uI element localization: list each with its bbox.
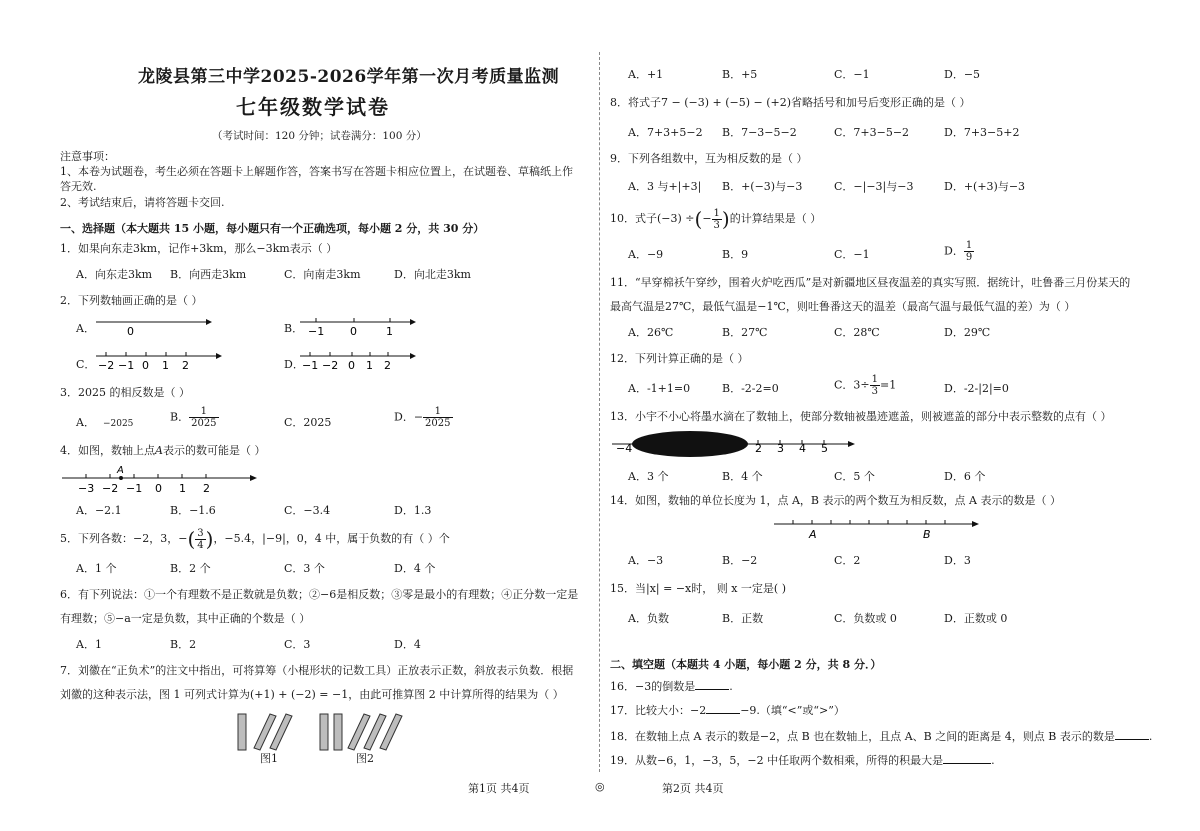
q2-option-a: A． [76, 322, 95, 335]
q13-axis-label: 2 [755, 442, 762, 455]
q14-option-a: A．−3 [628, 554, 664, 567]
question-5: 5．下列各数：−2，3，−( $\frac{3}{4}$ )，−5.4，|−9|，0，4 中，属于负数的有（ ）个 [60, 527, 450, 551]
q2-c-label: −2 [98, 359, 115, 372]
exam-info: （考试时间：120 分钟；试卷满分：100 分） [212, 130, 427, 142]
q3-option-c: C．2025 [284, 416, 332, 429]
q11-option-d: D．29℃ [944, 326, 991, 339]
q3-option-b: B． $\frac{1}{2025}$ [170, 406, 217, 429]
q6-option-d: D．4 [394, 638, 421, 651]
q2-d-label: 0 [348, 359, 355, 372]
q5-option-b: B．2 个 [170, 562, 211, 575]
question-11-cont: 最高气温是27℃，最低气温是−1℃，则吐鲁番这天的温差（最高气温与最低气温的差）为（ ） [610, 300, 1076, 313]
q4-option-d: D．1.3 [394, 504, 432, 517]
q4-number-line [60, 464, 260, 496]
q4-option-b: B．−1.6 [170, 504, 216, 517]
q1-option-b: B．向西走3km [170, 268, 247, 281]
q5-option-d: D．4 个 [394, 562, 436, 575]
q2-c-label: −1 [118, 359, 135, 372]
q7-figure-1-caption: 图1 [260, 752, 278, 765]
q8-option-c: C．7+3−5−2 [834, 126, 910, 139]
question-2: 2．下列数轴画正确的是（ ） [60, 294, 203, 307]
question-15: 15．当|x| = −x时， 则 x 一定是( ) [610, 582, 787, 595]
q13-axis-label: 3 [777, 442, 784, 455]
q7-figure-2-caption: 图2 [356, 752, 374, 765]
q15-option-c: C．负数或 0 [834, 612, 897, 625]
q7-option-c: C．−1 [834, 68, 870, 81]
q6-option-b: B．2 [170, 638, 197, 651]
q10-option-c: C．−1 [834, 248, 870, 261]
q15-option-d: D．正数或 0 [944, 612, 1008, 625]
page-number-right: 第2页 共4页 [662, 782, 724, 795]
question-19: 19．从数−6，1，−3，5，−2 中任取两个数相乘，所得的积最大是 . [610, 754, 995, 767]
q14-option-c: C．2 [834, 554, 861, 567]
q15-option-a: A．负数 [628, 612, 669, 625]
q2-a-label: 0 [127, 325, 134, 338]
answer-blank [943, 763, 991, 764]
q7-counting-rods-figure [230, 708, 420, 766]
exam-title: 龙陵县第三中学2025-2026学年第一次月考质量监测 [138, 67, 560, 87]
q7-option-b: B．+5 [722, 68, 758, 81]
q6-option-c: C．3 [284, 638, 311, 651]
answer-blank [706, 713, 740, 714]
q9-option-b: B．+(−3)与−3 [722, 180, 803, 193]
q13-option-a: A．3 个 [628, 470, 669, 483]
q5-option-a: A．1 个 [76, 562, 117, 575]
q4-axis-label: 2 [203, 482, 210, 495]
q4-point-a [119, 476, 123, 480]
q4-axis-label: −1 [126, 482, 143, 495]
q2-b-label: 0 [350, 325, 357, 338]
left-page [40, 0, 588, 831]
q13-axis-label: −4 [616, 442, 633, 455]
notice-heading: 注意事项： [60, 150, 115, 163]
q13-number-line [610, 428, 860, 462]
q14-point-b-label: B [923, 528, 931, 541]
q14-point-a-label: A [809, 528, 817, 541]
right-page [610, 0, 1160, 831]
q2-c-label: 0 [142, 359, 149, 372]
q2-axis-a [94, 314, 214, 338]
q13-axis-label: 4 [799, 442, 806, 455]
q2-d-label: 2 [384, 359, 391, 372]
question-4: 4．如图，数轴上点A表示的数可能是（ ） [60, 444, 266, 457]
q14-option-d: D．3 [944, 554, 971, 567]
question-18: 18．在数轴上点 A 表示的数是−2，点 B 也在数轴上，且点 A、B 之间的距离是 4，则点 B 表示的数是 . [610, 730, 1153, 743]
question-10: 10．式子(−3) ÷(− $\frac{1}{3}$ )的计算结果是（ ） [610, 207, 822, 231]
q12-option-c: C．3÷ $\frac{1}{3}$ =1 [834, 374, 897, 397]
section-1-heading: 一、选择题（本大题共 15 小题，每小题只有一个正确选项，每小题 2 分，共 30 分） [60, 222, 485, 235]
q11-option-c: C．28℃ [834, 326, 880, 339]
q2-option-c: C． [76, 358, 96, 371]
q4-option-a: A．−2.1 [76, 504, 122, 517]
q2-option-b: B． [284, 322, 304, 335]
q8-option-d: D．7+3−5+2 [944, 126, 1020, 139]
page-number-left: 第1页 共4页 [468, 782, 530, 795]
q4-axis-label: 0 [155, 482, 162, 495]
q4-axis-label: −3 [78, 482, 95, 495]
question-13: 13．小宇不小心将墨水滴在了数轴上，使部分数轴被墨迹遮盖，则被遮盖的部分中表示整数的点有（ ） [610, 410, 1112, 423]
q13-option-b: B．4 个 [722, 470, 763, 483]
question-8: 8．将式子7 − (−3) + (−5) − (+2)省略括号和加号后变形正确的是（ ） [610, 96, 971, 109]
q15-option-b: B．正数 [722, 612, 764, 625]
q10-option-b: B．9 [722, 248, 749, 261]
question-6-cont: 有理数；⑤−a一定是负数，其中正确的个数是（ ） [60, 612, 311, 625]
q2-axis-d [298, 348, 418, 372]
notice-item-1-cont: 答无效. [60, 180, 97, 193]
notice-item-2: 2、考试结束后，请将答题卡交回. [60, 196, 225, 209]
q4-option-c: C．−3.4 [284, 504, 331, 517]
rod-upright [238, 714, 246, 750]
q2-c-label: 2 [182, 359, 189, 372]
q2-axis-b [298, 314, 418, 338]
section-2-heading: 二、填空题（本题共 4 小题，每小题 2 分，共 8 分．） [610, 658, 882, 671]
q9-option-c: C．−|−3|与−3 [834, 180, 914, 193]
page-divider [599, 52, 600, 772]
q8-option-b: B．7−3−5−2 [722, 126, 797, 139]
q14-option-b: B．−2 [722, 554, 758, 567]
q2-d-label: 1 [366, 359, 373, 372]
q2-axis-c [94, 348, 224, 372]
q4-axis-label: 1 [179, 482, 186, 495]
q12-option-d: D．-2-|2|=0 [944, 382, 1009, 395]
q7-option-a: A．+1 [628, 68, 664, 81]
exam-subtitle: 七年级数学试卷 [236, 95, 390, 119]
answer-blank [695, 689, 729, 690]
q6-option-a: A．1 [76, 638, 102, 651]
q12-option-a: A．-1+1=0 [628, 382, 691, 395]
q13-option-c: C．5 个 [834, 470, 875, 483]
question-14: 14．如图，数轴的单位长度为 1，点 A，B 表示的两个数互为相反数，点 A 表示的数是（ ） [610, 494, 1061, 507]
q13-option-d: D．6 个 [944, 470, 986, 483]
q2-b-label: −1 [308, 325, 325, 338]
q10-option-d: D． $\frac{1}{9}$ [944, 240, 973, 263]
question-6: 6．有下列说法：①一个有理数不是正数就是负数；②−6是相反数；③零是最小的有理数；④正分数一定是 [60, 588, 579, 601]
q5-option-c: C．3 个 [284, 562, 325, 575]
q12-option-b: B．-2-2=0 [722, 382, 779, 395]
q2-d-label: −1 [302, 359, 319, 372]
question-7: 7．刘徽在“正负术”的注文中指出，可将算筹（小棍形状的记数工具）正放表示正数，斜放表示负数．根据 [60, 664, 574, 677]
q2-c-label: 1 [162, 359, 169, 372]
question-11: 11．“早穿棉袄午穿纱，围着火炉吃西瓜”是对新疆地区昼夜温差的真实写照．据统计，吐鲁番三月份某天的 [610, 276, 1131, 289]
q8-option-a: A．7+3+5−2 [628, 126, 703, 139]
answer-blank [1115, 739, 1149, 740]
question-3: 3．2025 的相反数是（ ） [60, 386, 190, 399]
ink-blot [632, 431, 748, 457]
q4-point-label: A [117, 465, 124, 476]
question-16: 16．−3的倒数是 . [610, 680, 733, 693]
q1-option-d: D．向北走3km [394, 268, 471, 281]
q1-option-c: C．向南走3km [284, 268, 361, 281]
q2-option-d: D． [284, 358, 304, 371]
question-7-cont: 刘徽的这种表示法，图 1 可列式计算为(+1) + (−2) = −1，由此可推算图 2 中计算所得的结果为（ ） [60, 688, 564, 701]
page-center-mark: ◎ [595, 780, 605, 793]
notice-item-1: 1、本卷为试题卷，考生必须在答题卡上解题作答，答案书写在答题卡相应位置上，在试题卷、草稿纸上作 [60, 165, 573, 178]
q1-option-a: A．向东走3km [76, 268, 153, 281]
q2-b-label: 1 [386, 325, 393, 338]
question-1: 1．如果向东走3km，记作+3km，那么−3km表示（ ） [60, 242, 338, 255]
q11-option-a: A．26℃ [628, 326, 674, 339]
rod-upright [320, 714, 328, 750]
q11-option-b: B．27℃ [722, 326, 768, 339]
q13-axis-label: 5 [821, 442, 828, 455]
q2-d-label: −2 [322, 359, 339, 372]
question-9: 9．下列各组数中，互为相反数的是（ ） [610, 152, 808, 165]
rod-upright [334, 714, 342, 750]
q14-number-line [772, 514, 982, 544]
q3-option-d: D．− $\frac{1}{2025}$ [394, 406, 451, 429]
q3-option-a: A． −2025 [76, 416, 134, 429]
question-12: 12．下列计算正确的是（ ） [610, 352, 749, 365]
q4-axis-label: −2 [102, 482, 119, 495]
q9-option-a: A．3 与+|+3| [628, 180, 702, 193]
question-17: 17．比较大小：−2 −9.（填“<”或“>”） [610, 704, 845, 717]
q10-option-a: A．−9 [628, 248, 664, 261]
q9-option-d: D．+(+3)与−3 [944, 180, 1026, 193]
q7-option-d: D．−5 [944, 68, 981, 81]
